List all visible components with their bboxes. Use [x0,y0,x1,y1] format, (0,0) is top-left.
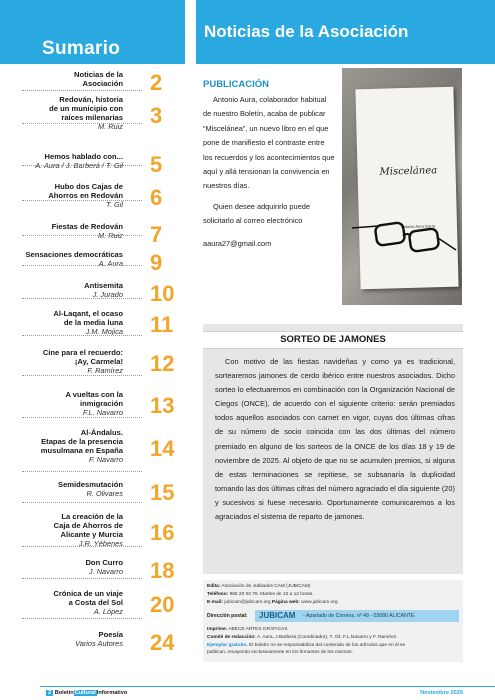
toc-title: Alicante y Murcia [60,530,123,539]
toc-entry-text [0,558,123,576]
toc-entry-text [0,182,123,209]
toc-entry[interactable] [0,630,185,660]
toc-title: Redován, historia [59,95,123,104]
footer-brand-c: Informativo [96,690,128,696]
toc-title: Al-Ándalus. [80,428,123,437]
toc-entry[interactable] [0,428,185,464]
toc-divider [22,502,142,503]
footer-brand-b: Cultural [74,690,96,696]
book-title: Miscelánea [379,165,438,178]
toc-entry[interactable] [0,589,185,619]
toc-entry-text [0,512,123,548]
toc-author: A. López [93,607,123,616]
toc-title: Don Curro [85,558,123,567]
toc-title: Crónica de un viaje [53,589,123,598]
toc-divider [22,165,142,166]
toc-entry-text [0,480,123,498]
toc-author: F. Navarro [89,455,123,464]
table-of-contents-sidebar [0,0,185,700]
toc-author: F. Ramírez [87,366,123,375]
address-brand: JUBICAM [259,611,296,620]
toc-author: A. Aura [98,259,123,268]
toc-divider [22,375,142,376]
toc-title: A vueltas con la [65,390,123,399]
toc-author: T. Gil [106,200,123,209]
toc-title: Poesía [98,630,123,639]
toc-divider [22,335,142,336]
toc-author: J. Navarro [88,567,123,576]
toc-title: a Costa del Sol [68,598,123,607]
toc-title: ¡Ay, Carmela! [74,357,123,366]
toc-title: de un municipio con [49,104,123,113]
toc-page-number: 3 [150,103,163,128]
sorteo-body: Con motivo de las fiestas navideñas y como ya es tradicional, sortearemos jamones de cerdo ibérico entre nuestros asociados. Dicho sorteo lo efectuaremos en combinación con la Organización Nacional de Ciegos (ONCE), de acuerdo con el siguiente criterio: serán premiados todos aquellos asociados con carnet en vigor, cuyas dos últimas cifras de su número de socio coincida con las dos últimas del número premiado en alguno de los sorteos de la ONCE de los días 18 y 19 de noviembre de 2025. Al objeto de que no se acumulen premios, si alguna de estas terminaciones se repitiese, se subsanaría la duplicidad tomando las dos últimas cifras del número agraciado el día siguiente (20) y sucesivos si fuese necesario. Oportunamente comunicaremos a los agraciados el sistema de reparto de jamones. [215,357,455,522]
toc-page-number: 6 [150,185,163,210]
toc-divider [22,90,142,91]
toc-entry-text [0,70,123,88]
publicacion-heading: PUBLICACIÓN [203,79,269,90]
toc-title: La creación de la [61,512,123,521]
toc-author: A. Aura / J. Barberá / T. Gil [35,161,123,170]
toc-title: inmigración [79,399,123,408]
toc-divider [22,471,142,472]
colophon-gratuito: Ejemplar gratuito. El boletín no se responsabiliza del contenido de los artículos que en él se [207,643,406,648]
toc-divider [22,417,142,418]
toc-entry-text [0,95,123,131]
glasses-icon [348,220,458,260]
footer-date: Noviembre 2025 [420,690,463,696]
toc-entry[interactable] [0,152,185,182]
publicacion-paragraph: Quien desee adquirirlo puede solicitarlo al correo electrónico [203,201,310,226]
toc-entry-text [0,589,123,616]
toc-author: J. Jurado [92,290,123,299]
footer-brand-a: Boletín [54,690,74,696]
toc-entry[interactable] [0,390,185,420]
toc-page-number: 24 [150,630,175,655]
toc-entry[interactable] [0,222,185,252]
toc-author: R. Olivares [86,489,123,498]
sidebar-title: Sumario [42,38,121,59]
toc-entry[interactable] [0,512,185,548]
toc-entry[interactable] [0,558,185,588]
page-footer [0,686,495,700]
toc-divider [22,578,142,579]
toc-entry-text [0,428,123,464]
colophon [203,580,463,662]
toc-title: Antisemita [84,281,123,290]
toc-entry[interactable] [0,480,185,510]
toc-entry-text [0,348,123,375]
footer-brand [46,690,127,698]
page-header [196,0,495,64]
toc-entry-text [0,152,123,170]
toc-page-number: 14 [150,436,175,461]
sidebar-header [0,0,185,64]
toc-entry[interactable] [0,182,185,212]
toc-title: Fiestas de Redován [51,222,123,231]
toc-title: musulmana en España [40,446,123,455]
toc-title: Caja de Ahorros de [53,521,123,530]
toc-page-number: 11 [150,312,174,337]
toc-divider [22,123,142,124]
toc-title: Ahorros en Redován [48,191,123,200]
toc-author: J.R. Yébenes [78,539,123,548]
toc-page-number: 13 [150,393,175,418]
toc-entry-text [0,390,123,417]
publicacion-paragraph: Antonio Aura, colaborador habitual de nuestro Boletín, acaba de publicar “Miscelánea”, un nuevo libro en el que pone de manifiesto el contraste entre los recuerdos y los acontecimientos que aquí y allá tensionan la convivencia en nuestros días. [203,95,335,191]
toc-page-number: 5 [150,152,163,177]
toc-page-number: 16 [150,520,175,545]
colophon-comite: Comité de redacción: A. Aura, J.Barberá (Coordinador), T. Gil, F.L.Navarro y F. Ramírez. [207,635,398,640]
sorteo-box [203,324,463,574]
toc-title: Etapas de la presencia [41,437,123,446]
toc-entry[interactable] [0,281,185,311]
footer-rule [40,686,495,687]
address-text: - Apartado de Correos, nº 49 - 03080 ALICANTE [303,613,415,619]
toc-page-number: 18 [150,558,175,583]
toc-author: Varios Autores [75,639,123,648]
toc-title: Hemos hablado con... [44,152,123,161]
toc-divider [22,235,142,236]
toc-entry-text [0,630,123,648]
colophon-web-link[interactable]: www.jubicam.org [301,600,338,605]
toc-title: Cine para el recuerdo: [42,348,123,357]
sorteo-title-bar [203,331,463,349]
book-photo [342,68,462,305]
toc-divider [22,546,142,547]
page-title: Noticias de la Asociación [204,22,409,41]
toc-entry-text [0,281,123,299]
toc-divider [22,618,142,619]
book-author: Antonio Aura Ivorra [400,223,436,230]
publicacion-article [203,93,336,251]
toc-title: Al-Laqant, el ocaso [53,309,123,318]
toc-page-number: 15 [150,480,175,505]
colophon-imprime: Imprime: ABECE ARTES GRÁFICAS [207,627,288,632]
toc-divider [22,265,142,266]
toc-title: raíces milenarias [61,113,123,122]
toc-author: M. Ruiz [97,122,123,131]
toc-author: M. Ruiz [97,231,123,240]
toc-title: Sensaciones democráticas [25,250,123,259]
toc-title: Asociación [82,79,123,88]
colophon-telefono: Teléfono: 965 20 02 76. Martes de 10 a 12 horas. [207,592,314,597]
footer-page-number: 2 [48,690,52,696]
toc-entry-text [0,309,123,336]
toc-author: J.M. Mojica [85,327,123,336]
sorteo-title: SORTEO DE JAMONES [280,334,386,345]
toc-page-number: 9 [150,250,163,275]
address-box [255,610,459,622]
toc-title: Noticias de la [74,70,123,79]
colophon-address: Dirección postal: JUBICAM - Apartado de Correos, nº 49 - 03080 ALICANTE [207,610,459,622]
colophon-edita: Edita: Asociación de Jubilados CAM (JUBICAM) [207,584,311,589]
colophon-contact: E-mail: jubicam@jubicam.org Página web: www.jubicam.org [207,600,338,605]
toc-divider [22,200,142,201]
toc-title: Hubo dos Cajas de [54,182,123,191]
publicacion-email[interactable]: aaura27@gmail.com [203,238,272,248]
toc-page-number: 20 [150,592,175,617]
toc-author: F.L. Navarro [82,408,123,417]
toc-title: de la media luna [63,318,123,327]
toc-entry[interactable] [0,95,185,131]
colophon-gratuito-2: publican, recayendo exclusivamente en los firmantes de los mismos. [207,650,353,655]
toc-entry[interactable] [0,348,185,378]
toc-title: Semidesmutación [58,480,123,489]
toc-page-number: 2 [150,70,163,95]
toc-page-number: 10 [150,281,175,306]
toc-page-number: 7 [150,222,163,247]
colophon-email-link[interactable]: jubicam@jubicam.org [224,600,271,605]
toc-entry-text [0,222,123,240]
toc-divider [22,298,142,299]
toc-page-number: 12 [150,351,175,376]
